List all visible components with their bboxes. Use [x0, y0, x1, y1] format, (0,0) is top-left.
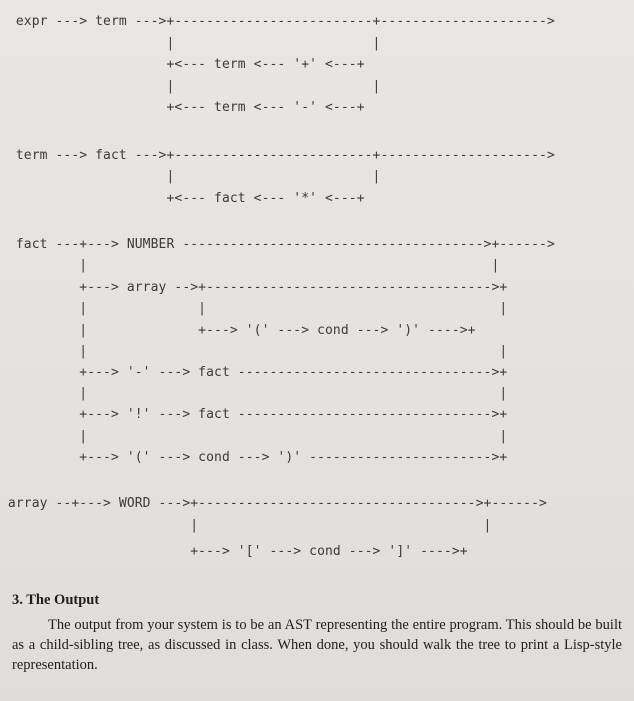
- diagram-line: | |: [0, 344, 508, 359]
- diagram-line: array --+---> WORD --->+----------------------------------->+------>: [0, 496, 547, 511]
- diagram-line: +---> '(' ---> cond ---> ')' ----------------------->+: [0, 450, 508, 465]
- diagram-line: +---> '-' ---> fact -------------------------------->+: [0, 365, 508, 380]
- diagram-line: expr ---> term --->+-------------------------+--------------------->: [0, 14, 555, 29]
- diagram-line: +---> array -->+------------------------------------>+: [0, 280, 508, 295]
- diagram-line: | |: [0, 386, 508, 401]
- diagram-line: | |: [0, 169, 381, 184]
- diagram-line: +<--- term <--- '-' <---+: [0, 100, 365, 115]
- diagram-line: | |: [0, 518, 492, 533]
- diagram-line: fact ---+---> NUMBER -------------------------------------->+------>: [0, 237, 555, 252]
- diagram-line: | |: [0, 36, 381, 51]
- diagram-line: | |: [0, 258, 500, 273]
- diagram-line: +---> '[' ---> cond ---> ']' ---->+: [0, 544, 468, 559]
- diagram-line: term ---> fact --->+-------------------------+--------------------->: [0, 148, 555, 163]
- section-paragraph: The output from your system is to be an AST representing the entire program. This should be built as a child-sibling tree, as discussed in class. When done, you should walk the tree to print a Lisp-style representation.: [12, 617, 622, 673]
- diagram-line: | |: [0, 79, 381, 94]
- diagram-line: +<--- term <--- '+' <---+: [0, 57, 365, 72]
- diagram-line: +---> '!' ---> fact -------------------------------->+: [0, 407, 508, 422]
- diagram-line: | |: [0, 429, 508, 444]
- output-section: [12, 592, 622, 675]
- diagram-line: | +---> '(' ---> cond ---> ')' ---->+: [0, 323, 476, 338]
- diagram-line: | | |: [0, 301, 508, 316]
- section-heading: 3. The Output: [12, 592, 100, 608]
- diagram-line: +<--- fact <--- '*' <---+: [0, 191, 365, 206]
